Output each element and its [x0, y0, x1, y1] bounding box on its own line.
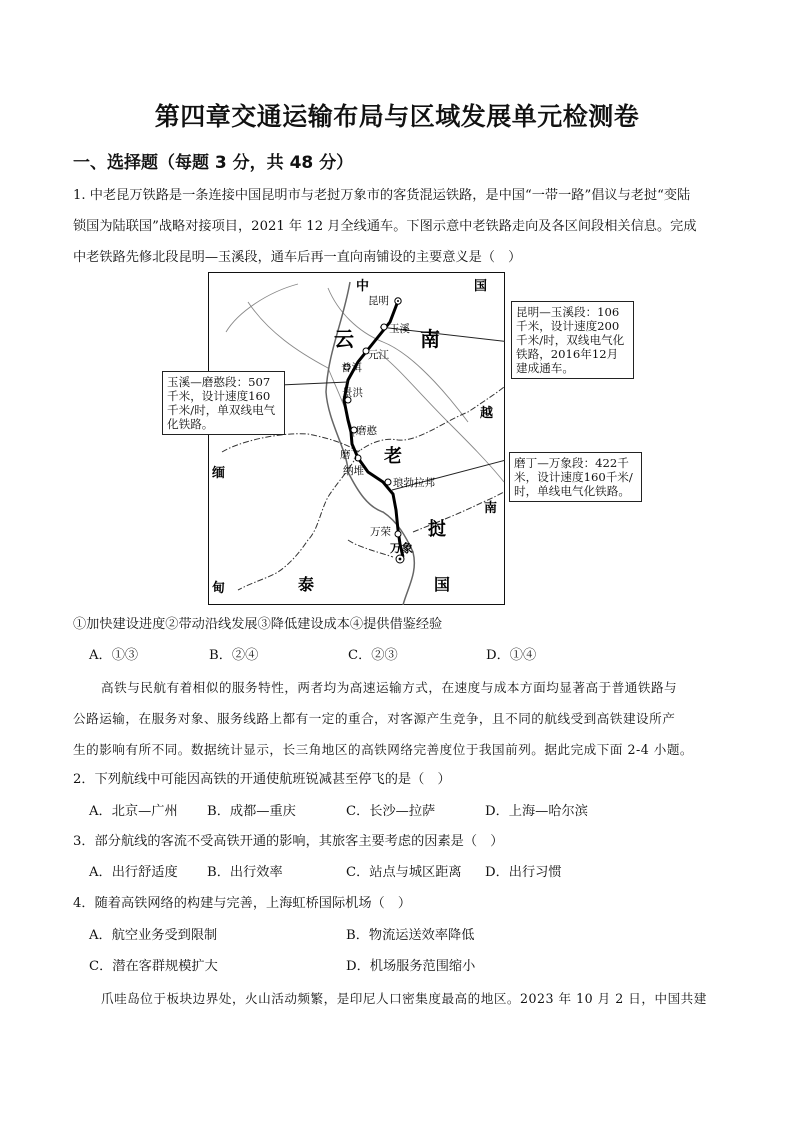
map-frame [209, 273, 505, 605]
label-vientiane: 万象 [390, 541, 413, 555]
passage-1-line-1: 高铁与民航有着相似的服务特性，两者均为高速运输方式，在速度与成本方面均显著高于普通铁路与 [101, 680, 678, 695]
city-marker-kunming-center [397, 300, 399, 302]
label-yun: 云 [334, 327, 354, 351]
q1-option-d[interactable]: D．①④ [486, 648, 537, 663]
q3-stem: 3．部分航线的客流不受高铁开通的影响，其旅客主要考虑的因素是（ ） [73, 834, 504, 849]
label-yuanjiang: 元江 [368, 349, 389, 361]
passage-1-line-3: 生的影响有所不同。数据统计显示，长三角地区的高铁网络完善度位于我国前列。据此完成下面 2-4 小题。 [73, 742, 694, 757]
q3-option-b[interactable]: B．出行效率 [207, 865, 283, 880]
page-title: 第四章交通运输布局与区域发展单元检测卷 [154, 102, 640, 131]
label-tai: 泰 [298, 575, 315, 594]
label-guo2: 国 [434, 575, 451, 594]
label-kunming: 昆明 [368, 295, 389, 307]
label-puer: 普洱 [341, 362, 362, 374]
q1-line-2: 锁国为陆联国”战略对接项目，2021 年 12 月全线通车。下图示意中老铁路走向及各区间段相关信息。完成 [73, 219, 697, 234]
q1-option-a[interactable]: A．①③ [89, 648, 139, 663]
q3-option-d[interactable]: D．出行习惯 [485, 865, 562, 880]
label-yue: 越 [480, 406, 494, 421]
label-yuxi: 玉溪 [389, 323, 410, 335]
label-jinghong: 景洪 [342, 387, 363, 399]
q4-stem: 4．随着高铁网络的构建与完善，上海虹桥国际机场（ ） [73, 896, 412, 911]
label-mohan: 磨憨 [356, 425, 377, 437]
q3-option-a[interactable]: A．出行舒适度 [89, 865, 178, 880]
q2-stem: 2．下列航线中可能因高铁的开通使航班锐减甚至停飞的是（ ） [73, 772, 451, 787]
label-moding: 磨丁 [340, 449, 361, 461]
label-zhong: 中 [356, 279, 370, 294]
city-marker-vientiane-center [399, 558, 402, 561]
q1-line-1: 1. 中老昆万铁路是一条连接中国昆明市与老挝万象市的客货混运铁路，是中国“一带一路”倡议与老挝“变陆 [73, 188, 691, 203]
label-dian: 甸 [212, 581, 226, 596]
q3-option-c[interactable]: C．站点与城区距离 [346, 865, 462, 880]
label-mian: 缅 [212, 466, 226, 481]
q2-option-c[interactable]: C．长沙—拉萨 [346, 804, 436, 819]
label-nan: 南 [420, 327, 440, 351]
section-heading: 一、选择题（每题 3 分，共 48 分） [73, 153, 354, 173]
label-nan2: 南 [484, 501, 498, 516]
q4-option-d[interactable]: D．机场服务范围缩小 [346, 959, 476, 974]
label-lao: 老 [384, 446, 402, 467]
q4-option-a[interactable]: A．航空业务受到限制 [89, 928, 218, 943]
label-nadui: 纳堆 [343, 465, 364, 477]
passage-2-line-1: 爪哇岛位于板块边界处，火山活动频繁，是印尼人口密集度最高的地区。2023 年 10 月 2 日，中国共建 [101, 991, 707, 1006]
passage-1-line-2: 公路运输，在服务对象、服务线路上都有一定的重合，对客源产生竞争，且不同的航线受到高铁建设所产 [73, 711, 676, 726]
city-marker-yuxi [381, 324, 387, 330]
callout-yuxi-mohan: 玉溪—磨憨段：507千米，设计速度160千米/时，单双线电气化铁路。 [162, 371, 285, 435]
q1-line-3: 中老铁路先修北段昆明—玉溪段，通车后再一直向南铺设的主要意义是（ ） [73, 250, 522, 265]
railway-map [208, 272, 505, 605]
q1-statements: ①加快建设进度②带动沿线发展③降低建设成本④提供借鉴经验 [73, 617, 443, 632]
callout-kunming-yuxi: 昆明—玉溪段：106千米，设计速度200千米/时，双线电气化铁路，2016年12月建成通车。 [511, 301, 634, 379]
label-luangprabang: 琅勃拉邦 [393, 477, 435, 489]
map-svg [208, 272, 505, 605]
q1-option-b[interactable]: B．②④ [209, 648, 259, 663]
q1-option-c[interactable]: C．②③ [348, 648, 398, 663]
q2-option-b[interactable]: B．成都—重庆 [207, 804, 296, 819]
label-wo: 挝 [428, 519, 446, 540]
callout-moding-vientiane: 磨丁—万象段：422千米，设计速度160千米/时，单线电气化铁路。 [509, 452, 642, 502]
q2-option-d[interactable]: D．上海—哈尔滨 [485, 804, 588, 819]
label-guo: 国 [474, 279, 488, 294]
city-marker-luangprabang [385, 479, 391, 485]
city-marker-vangvieng [395, 531, 401, 537]
q4-option-c[interactable]: C．潜在客群规模扩大 [89, 959, 218, 974]
q2-option-a[interactable]: A．北京—广州 [89, 804, 178, 819]
label-vangvieng: 万荣 [370, 526, 391, 538]
q4-option-b[interactable]: B．物流运送效率降低 [346, 928, 475, 943]
